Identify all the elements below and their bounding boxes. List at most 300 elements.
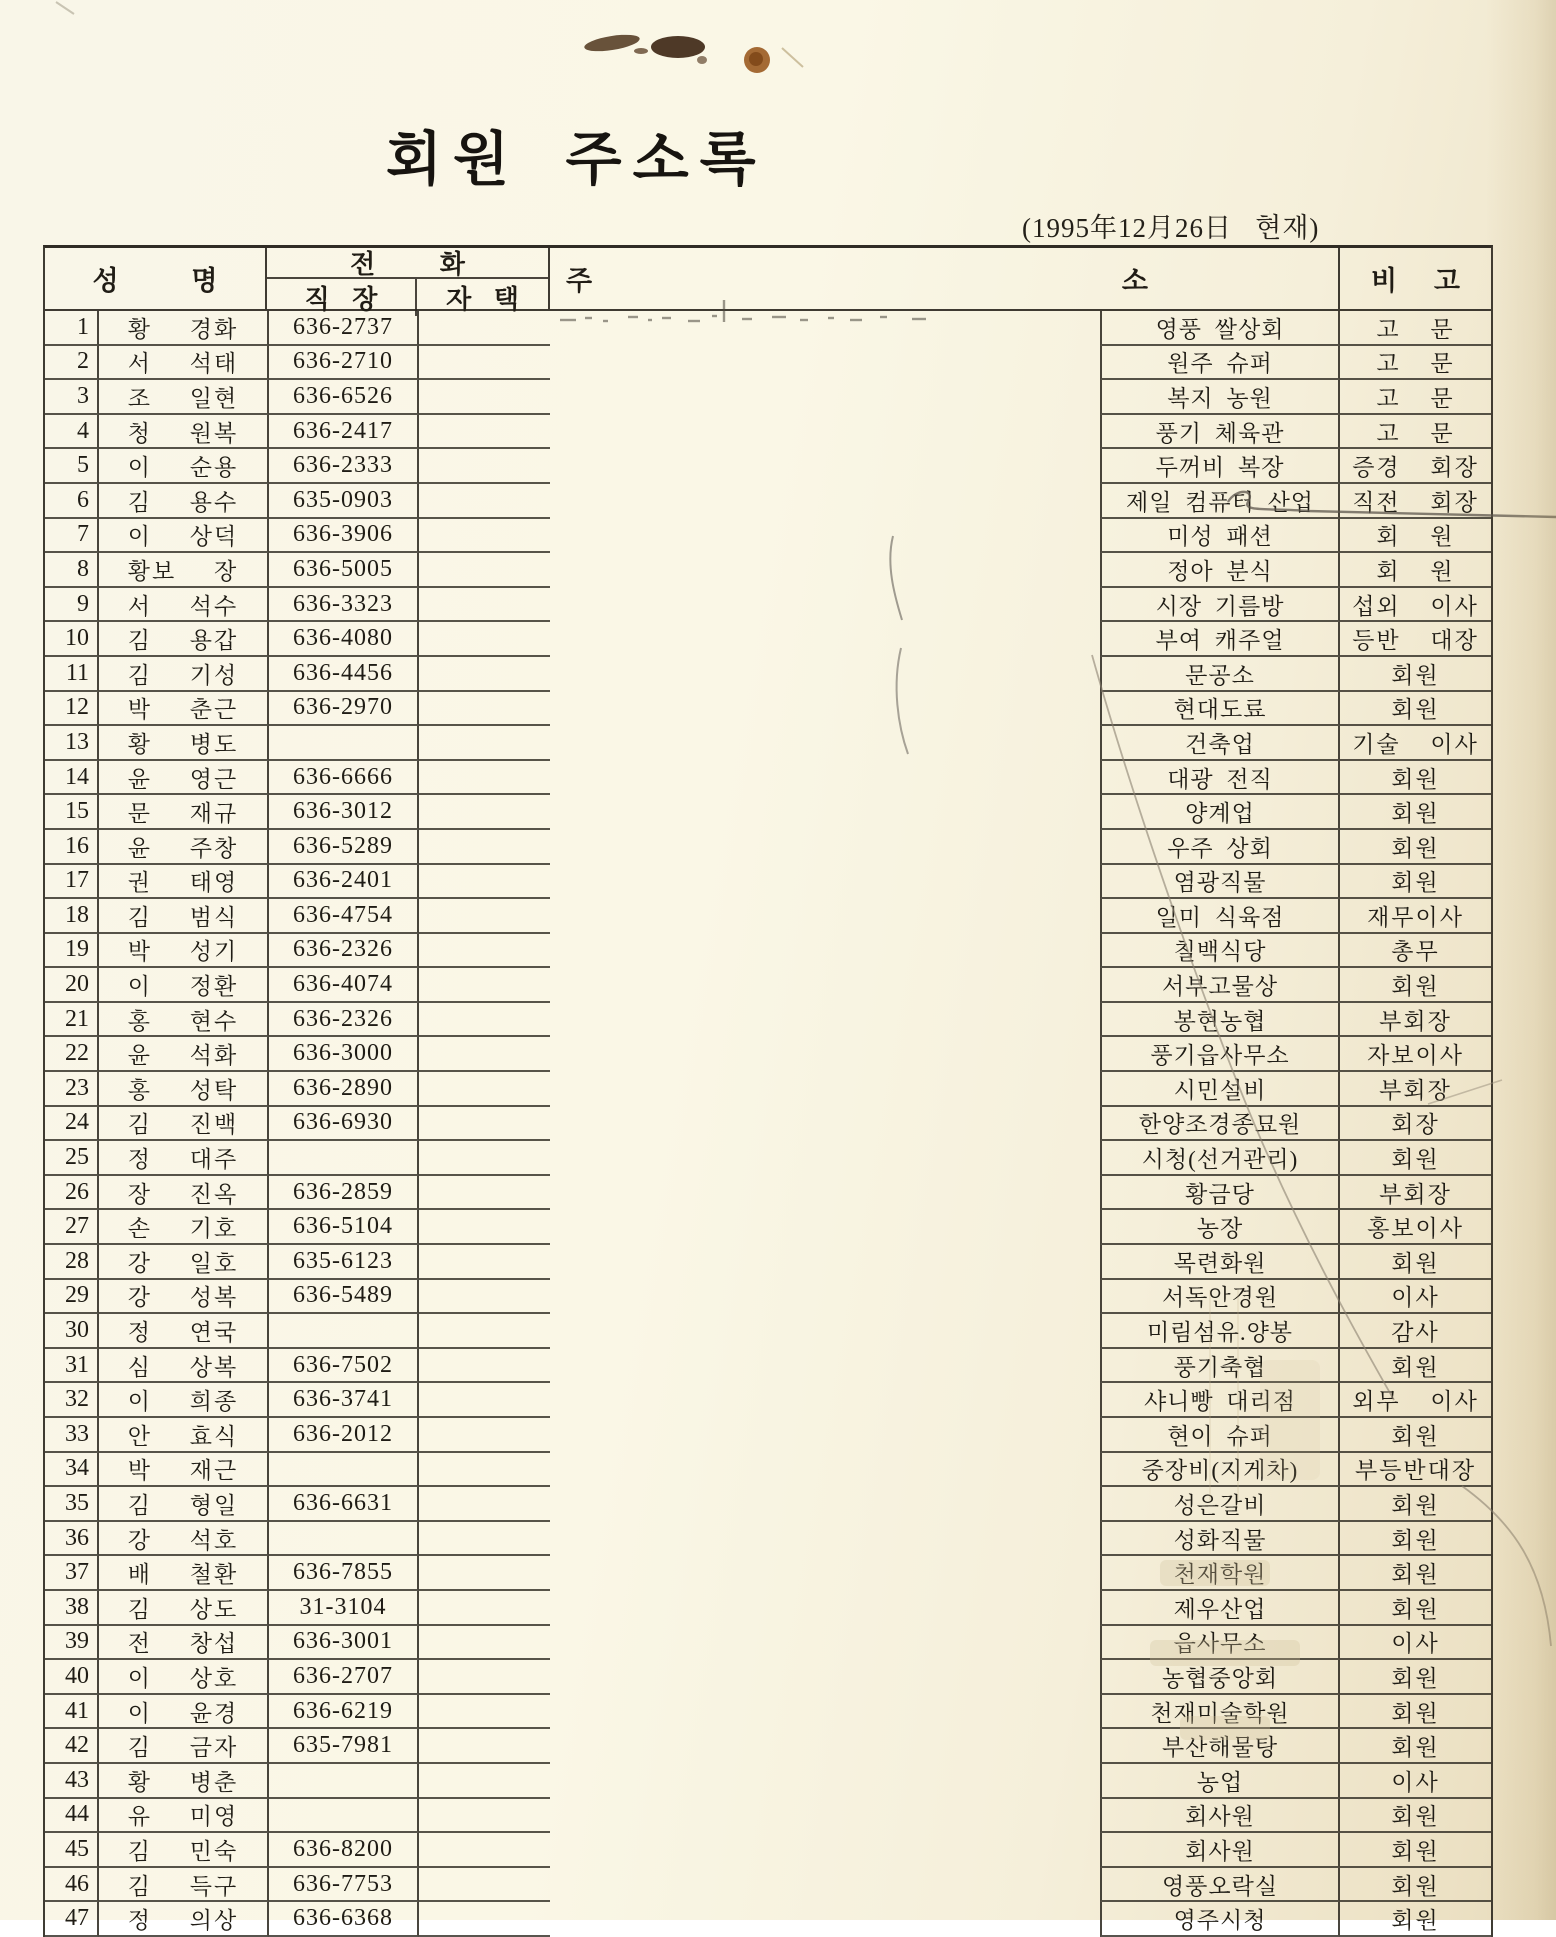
member-row bbox=[45, 865, 1491, 900]
member-name: 문 재규 bbox=[99, 795, 269, 830]
row-number: 2 bbox=[45, 346, 99, 381]
work-phone: 636-6219 bbox=[269, 1695, 419, 1730]
work-phone: 636-8200 bbox=[269, 1833, 419, 1868]
work-phone: 636-4074 bbox=[269, 968, 419, 1003]
address-blank bbox=[550, 1418, 1100, 1453]
member-name: 김 득구 bbox=[99, 1868, 269, 1903]
member-name: 이 윤경 bbox=[99, 1695, 269, 1730]
home-phone bbox=[419, 1453, 550, 1488]
remark: 회 원 bbox=[1340, 553, 1491, 588]
business-name: 서독안경원 bbox=[1100, 1280, 1340, 1315]
row-number: 17 bbox=[45, 865, 99, 900]
remark: 회원 bbox=[1340, 1591, 1491, 1626]
header-address-left-char: 주 bbox=[566, 266, 593, 296]
address-blank bbox=[550, 415, 1100, 450]
member-row bbox=[45, 1314, 1491, 1349]
home-phone bbox=[419, 761, 550, 796]
work-phone: 636-2012 bbox=[269, 1418, 419, 1453]
home-phone bbox=[419, 1003, 550, 1038]
row-number: 44 bbox=[45, 1799, 99, 1834]
business-name: 시민설비 bbox=[1100, 1072, 1340, 1107]
date-note: (1995年12月26日 현재) bbox=[1022, 213, 1320, 243]
member-row bbox=[45, 1210, 1491, 1245]
member-name: 서 석수 bbox=[99, 588, 269, 623]
work-phone bbox=[269, 1453, 419, 1488]
row-number: 41 bbox=[45, 1695, 99, 1730]
row-number: 29 bbox=[45, 1280, 99, 1315]
member-name: 이 정환 bbox=[99, 968, 269, 1003]
remark: 회원 bbox=[1340, 1799, 1491, 1834]
row-number: 37 bbox=[45, 1556, 99, 1591]
home-phone bbox=[419, 1660, 550, 1695]
member-row bbox=[45, 1522, 1491, 1557]
address-blank bbox=[550, 899, 1100, 934]
member-name: 강 석호 bbox=[99, 1522, 269, 1557]
row-number: 31 bbox=[45, 1349, 99, 1384]
business-name: 농장 bbox=[1100, 1210, 1340, 1245]
remark: 회원 bbox=[1340, 1349, 1491, 1384]
member-row bbox=[45, 1349, 1491, 1384]
member-row bbox=[45, 1799, 1491, 1834]
business-name: 성화직물 bbox=[1100, 1522, 1340, 1557]
home-phone bbox=[419, 1556, 550, 1591]
business-name: 미성 패션 bbox=[1100, 519, 1340, 554]
home-phone bbox=[419, 380, 550, 415]
remark: 회원 bbox=[1340, 968, 1491, 1003]
home-phone bbox=[419, 1280, 550, 1315]
row-number: 16 bbox=[45, 830, 99, 865]
member-row bbox=[45, 1280, 1491, 1315]
member-name: 유 미영 bbox=[99, 1799, 269, 1834]
home-phone bbox=[419, 968, 550, 1003]
member-name: 황 경화 bbox=[99, 311, 269, 346]
work-phone bbox=[269, 1141, 419, 1176]
work-phone: 31-3104 bbox=[269, 1591, 419, 1626]
work-phone bbox=[269, 726, 419, 761]
remark: 부회장 bbox=[1340, 1176, 1491, 1211]
work-phone: 636-4754 bbox=[269, 899, 419, 934]
home-phone bbox=[419, 692, 550, 727]
row-number: 42 bbox=[45, 1729, 99, 1764]
member-name: 심 상복 bbox=[99, 1349, 269, 1384]
address-blank bbox=[550, 311, 1100, 346]
member-name: 김 용수 bbox=[99, 484, 269, 519]
remark: 증경 회장 bbox=[1340, 449, 1491, 484]
member-name: 안 효식 bbox=[99, 1418, 269, 1453]
row-number: 39 bbox=[45, 1626, 99, 1661]
work-phone: 636-2333 bbox=[269, 449, 419, 484]
work-phone: 635-7981 bbox=[269, 1729, 419, 1764]
member-row bbox=[45, 968, 1491, 1003]
member-name: 강 일호 bbox=[99, 1245, 269, 1280]
remark: 회 원 bbox=[1340, 519, 1491, 554]
member-row bbox=[45, 1729, 1491, 1764]
member-row bbox=[45, 1141, 1491, 1176]
work-phone bbox=[269, 1314, 419, 1349]
address-blank bbox=[550, 865, 1100, 900]
work-phone bbox=[269, 1522, 419, 1557]
remark: 회원 bbox=[1340, 761, 1491, 796]
remark: 회원 bbox=[1340, 830, 1491, 865]
row-number: 35 bbox=[45, 1487, 99, 1522]
member-name: 김 진백 bbox=[99, 1107, 269, 1142]
member-row bbox=[45, 1003, 1491, 1038]
home-phone bbox=[419, 1764, 550, 1799]
address-blank bbox=[550, 1660, 1100, 1695]
remark: 외무 이사 bbox=[1340, 1383, 1491, 1418]
business-name: 영주시청 bbox=[1100, 1902, 1340, 1937]
remark: 감사 bbox=[1340, 1314, 1491, 1349]
member-name: 이 순용 bbox=[99, 449, 269, 484]
business-name: 원주 슈퍼 bbox=[1100, 346, 1340, 381]
remark: 총무 bbox=[1340, 934, 1491, 969]
home-phone bbox=[419, 726, 550, 761]
member-row bbox=[45, 1487, 1491, 1522]
row-number: 34 bbox=[45, 1453, 99, 1488]
row-number: 7 bbox=[45, 519, 99, 554]
member-name: 배 철환 bbox=[99, 1556, 269, 1591]
address-blank bbox=[550, 795, 1100, 830]
business-name: 양계업 bbox=[1100, 795, 1340, 830]
work-phone: 636-6930 bbox=[269, 1107, 419, 1142]
row-number: 21 bbox=[45, 1003, 99, 1038]
member-name: 김 금자 bbox=[99, 1729, 269, 1764]
home-phone bbox=[419, 1072, 550, 1107]
home-phone bbox=[419, 1729, 550, 1764]
row-number: 22 bbox=[45, 1037, 99, 1072]
member-name: 전 창섭 bbox=[99, 1626, 269, 1661]
remark: 회원 bbox=[1340, 1556, 1491, 1591]
business-name: 풍기읍사무소 bbox=[1100, 1037, 1340, 1072]
work-phone: 636-7753 bbox=[269, 1868, 419, 1903]
work-phone: 636-3001 bbox=[269, 1626, 419, 1661]
address-blank bbox=[550, 449, 1100, 484]
business-name: 회사원 bbox=[1100, 1799, 1340, 1834]
member-name: 청 원복 bbox=[99, 415, 269, 450]
member-name: 박 재근 bbox=[99, 1453, 269, 1488]
address-blank bbox=[550, 1591, 1100, 1626]
home-phone bbox=[419, 934, 550, 969]
address-blank bbox=[550, 1210, 1100, 1245]
address-blank bbox=[550, 1280, 1100, 1315]
remark: 홍보이사 bbox=[1340, 1210, 1491, 1245]
address-blank bbox=[550, 1314, 1100, 1349]
home-phone bbox=[419, 657, 550, 692]
member-row bbox=[45, 1072, 1491, 1107]
member-name: 김 민숙 bbox=[99, 1833, 269, 1868]
member-name: 김 범식 bbox=[99, 899, 269, 934]
business-name: 농협중앙회 bbox=[1100, 1660, 1340, 1695]
address-blank bbox=[550, 622, 1100, 657]
work-phone: 636-2326 bbox=[269, 1003, 419, 1038]
address-blank bbox=[550, 830, 1100, 865]
work-phone: 636-4456 bbox=[269, 657, 419, 692]
business-name: 풍기 체육관 bbox=[1100, 415, 1340, 450]
address-blank bbox=[550, 692, 1100, 727]
member-name: 김 상도 bbox=[99, 1591, 269, 1626]
member-row bbox=[45, 830, 1491, 865]
remark: 고 문 bbox=[1340, 380, 1491, 415]
business-name: 염광직물 bbox=[1100, 865, 1340, 900]
row-number: 45 bbox=[45, 1833, 99, 1868]
member-row bbox=[45, 1383, 1491, 1418]
address-blank bbox=[550, 519, 1100, 554]
home-phone bbox=[419, 1210, 550, 1245]
member-address-table bbox=[43, 245, 1493, 1937]
home-phone bbox=[419, 311, 550, 346]
address-blank bbox=[550, 934, 1100, 969]
member-name: 윤 석화 bbox=[99, 1037, 269, 1072]
remark: 회원 bbox=[1340, 1729, 1491, 1764]
business-name: 천재학원 bbox=[1100, 1556, 1340, 1591]
work-phone: 636-3323 bbox=[269, 588, 419, 623]
member-row bbox=[45, 380, 1491, 415]
address-blank bbox=[550, 1037, 1100, 1072]
row-number: 38 bbox=[45, 1591, 99, 1626]
address-blank bbox=[550, 1245, 1100, 1280]
remark: 회원 bbox=[1340, 1522, 1491, 1557]
work-phone: 636-5104 bbox=[269, 1210, 419, 1245]
member-row bbox=[45, 1591, 1491, 1626]
header-phone-work: 직 장 bbox=[267, 279, 417, 316]
work-phone: 636-5289 bbox=[269, 830, 419, 865]
member-name: 박 춘근 bbox=[99, 692, 269, 727]
corner-mark bbox=[56, 2, 74, 14]
address-blank bbox=[550, 1453, 1100, 1488]
member-row bbox=[45, 484, 1491, 519]
address-blank bbox=[550, 553, 1100, 588]
work-phone: 636-2859 bbox=[269, 1176, 419, 1211]
member-row bbox=[45, 1626, 1491, 1661]
business-name: 읍사무소 bbox=[1100, 1626, 1340, 1661]
member-name: 정 의상 bbox=[99, 1902, 269, 1937]
address-blank bbox=[550, 346, 1100, 381]
home-phone bbox=[419, 1868, 550, 1903]
business-name: 현이 슈퍼 bbox=[1100, 1418, 1340, 1453]
remark: 부회장 bbox=[1340, 1003, 1491, 1038]
row-number: 43 bbox=[45, 1764, 99, 1799]
row-number: 15 bbox=[45, 795, 99, 830]
member-row bbox=[45, 1764, 1491, 1799]
address-blank bbox=[550, 1799, 1100, 1834]
row-number: 9 bbox=[45, 588, 99, 623]
address-blank bbox=[550, 1383, 1100, 1418]
address-blank bbox=[550, 1141, 1100, 1176]
address-blank bbox=[550, 968, 1100, 1003]
home-phone bbox=[419, 1176, 550, 1211]
member-name: 김 용갑 bbox=[99, 622, 269, 657]
row-number: 1 bbox=[45, 311, 99, 346]
member-name: 장 진옥 bbox=[99, 1176, 269, 1211]
home-phone bbox=[419, 1833, 550, 1868]
row-number: 47 bbox=[45, 1902, 99, 1937]
business-name: 미림섬유.양봉 bbox=[1100, 1314, 1340, 1349]
remark: 회원 bbox=[1340, 1245, 1491, 1280]
remark: 고 문 bbox=[1340, 415, 1491, 450]
work-phone bbox=[269, 1799, 419, 1834]
row-number: 32 bbox=[45, 1383, 99, 1418]
address-blank bbox=[550, 1072, 1100, 1107]
address-blank bbox=[550, 761, 1100, 796]
business-name: 건축업 bbox=[1100, 726, 1340, 761]
home-phone bbox=[419, 1141, 550, 1176]
work-phone: 636-4080 bbox=[269, 622, 419, 657]
row-number: 27 bbox=[45, 1210, 99, 1245]
business-name: 천재미술학원 bbox=[1100, 1695, 1340, 1730]
remark: 직전 회장 bbox=[1340, 484, 1491, 519]
ink-stain-dot bbox=[744, 47, 770, 73]
address-blank bbox=[550, 1729, 1100, 1764]
business-name: 우주 상회 bbox=[1100, 830, 1340, 865]
member-row bbox=[45, 761, 1491, 796]
header-phone: 전 화 bbox=[267, 248, 548, 279]
home-phone bbox=[419, 1487, 550, 1522]
row-number: 14 bbox=[45, 761, 99, 796]
home-phone bbox=[419, 1418, 550, 1453]
header-address bbox=[550, 248, 1340, 309]
row-number: 26 bbox=[45, 1176, 99, 1211]
business-name: 봉현농협 bbox=[1100, 1003, 1340, 1038]
remark: 회원 bbox=[1340, 1418, 1491, 1453]
home-phone bbox=[419, 1245, 550, 1280]
home-phone bbox=[419, 1522, 550, 1557]
remark: 이사 bbox=[1340, 1280, 1491, 1315]
row-number: 5 bbox=[45, 449, 99, 484]
home-phone bbox=[419, 1107, 550, 1142]
row-number: 23 bbox=[45, 1072, 99, 1107]
remark: 회원 bbox=[1340, 865, 1491, 900]
home-phone bbox=[419, 415, 550, 450]
header-remark: 비 고 bbox=[1371, 266, 1460, 296]
member-row bbox=[45, 1453, 1491, 1488]
business-name: 시장 기름방 bbox=[1100, 588, 1340, 623]
address-blank bbox=[550, 380, 1100, 415]
business-name: 시청(선거관리) bbox=[1100, 1141, 1340, 1176]
member-name: 윤 영근 bbox=[99, 761, 269, 796]
table-body bbox=[45, 311, 1491, 1937]
work-phone: 636-2970 bbox=[269, 692, 419, 727]
member-row bbox=[45, 1176, 1491, 1211]
address-blank bbox=[550, 1349, 1100, 1384]
table-header bbox=[45, 248, 1491, 314]
work-phone: 636-3741 bbox=[269, 1383, 419, 1418]
member-row bbox=[45, 1902, 1491, 1937]
row-number: 40 bbox=[45, 1660, 99, 1695]
home-phone bbox=[419, 795, 550, 830]
member-row bbox=[45, 692, 1491, 727]
member-row bbox=[45, 588, 1491, 623]
business-name: 서부고물상 bbox=[1100, 968, 1340, 1003]
home-phone bbox=[419, 1799, 550, 1834]
work-phone: 636-5005 bbox=[269, 553, 419, 588]
address-blank bbox=[550, 1626, 1100, 1661]
home-phone bbox=[419, 1349, 550, 1384]
remark: 회원 bbox=[1340, 1695, 1491, 1730]
work-phone: 636-5489 bbox=[269, 1280, 419, 1315]
row-number: 28 bbox=[45, 1245, 99, 1280]
member-name: 이 상덕 bbox=[99, 519, 269, 554]
member-row bbox=[45, 449, 1491, 484]
remark: 회원 bbox=[1340, 1833, 1491, 1868]
business-name: 칠백식당 bbox=[1100, 934, 1340, 969]
ink-stain-smear bbox=[583, 32, 707, 64]
work-phone: 635-0903 bbox=[269, 484, 419, 519]
remark: 이사 bbox=[1340, 1764, 1491, 1799]
address-blank bbox=[550, 657, 1100, 692]
business-name: 목련화원 bbox=[1100, 1245, 1340, 1280]
row-number: 36 bbox=[45, 1522, 99, 1557]
work-phone: 636-2710 bbox=[269, 346, 419, 381]
member-row bbox=[45, 934, 1491, 969]
member-row bbox=[45, 622, 1491, 657]
member-row bbox=[45, 795, 1491, 830]
home-phone bbox=[419, 622, 550, 657]
member-row bbox=[45, 346, 1491, 381]
remark: 이사 bbox=[1340, 1626, 1491, 1661]
remark: 고 문 bbox=[1340, 311, 1491, 346]
home-phone bbox=[419, 1902, 550, 1937]
member-row bbox=[45, 657, 1491, 692]
member-row bbox=[45, 1107, 1491, 1142]
row-number: 4 bbox=[45, 415, 99, 450]
member-row bbox=[45, 1556, 1491, 1591]
work-phone: 636-2737 bbox=[269, 311, 419, 346]
remark: 회원 bbox=[1340, 657, 1491, 692]
home-phone bbox=[419, 1314, 550, 1349]
work-phone: 636-2326 bbox=[269, 934, 419, 969]
work-phone: 636-2707 bbox=[269, 1660, 419, 1695]
row-number: 20 bbox=[45, 968, 99, 1003]
address-blank bbox=[550, 1522, 1100, 1557]
home-phone bbox=[419, 519, 550, 554]
member-name: 권 태영 bbox=[99, 865, 269, 900]
home-phone bbox=[419, 346, 550, 381]
row-number: 33 bbox=[45, 1418, 99, 1453]
member-name: 황보 장 bbox=[99, 553, 269, 588]
member-name: 정 대주 bbox=[99, 1141, 269, 1176]
member-row bbox=[45, 311, 1491, 346]
row-number: 3 bbox=[45, 380, 99, 415]
row-number: 11 bbox=[45, 657, 99, 692]
remark: 회원 bbox=[1340, 795, 1491, 830]
business-name: 일미 식육점 bbox=[1100, 899, 1340, 934]
member-name: 강 성복 bbox=[99, 1280, 269, 1315]
work-phone: 635-6123 bbox=[269, 1245, 419, 1280]
work-phone: 636-2417 bbox=[269, 415, 419, 450]
business-name: 정아 분식 bbox=[1100, 553, 1340, 588]
address-blank bbox=[550, 1003, 1100, 1038]
member-row bbox=[45, 519, 1491, 554]
row-number: 12 bbox=[45, 692, 99, 727]
address-blank bbox=[550, 1107, 1100, 1142]
row-number: 24 bbox=[45, 1107, 99, 1142]
header-phone-home: 자 택 bbox=[446, 285, 519, 314]
remark: 회원 bbox=[1340, 1141, 1491, 1176]
row-number: 18 bbox=[45, 899, 99, 934]
header-phone-group bbox=[267, 248, 550, 314]
business-name: 제우산업 bbox=[1100, 1591, 1340, 1626]
remark: 부회장 bbox=[1340, 1072, 1491, 1107]
address-blank bbox=[550, 1902, 1100, 1937]
remark: 회원 bbox=[1340, 1868, 1491, 1903]
row-number: 8 bbox=[45, 553, 99, 588]
member-name: 황 병춘 bbox=[99, 1764, 269, 1799]
member-name: 황 병도 bbox=[99, 726, 269, 761]
remark: 자보이사 bbox=[1340, 1037, 1491, 1072]
home-phone bbox=[419, 1037, 550, 1072]
business-name: 부여 캐주얼 bbox=[1100, 622, 1340, 657]
address-blank bbox=[550, 1556, 1100, 1591]
